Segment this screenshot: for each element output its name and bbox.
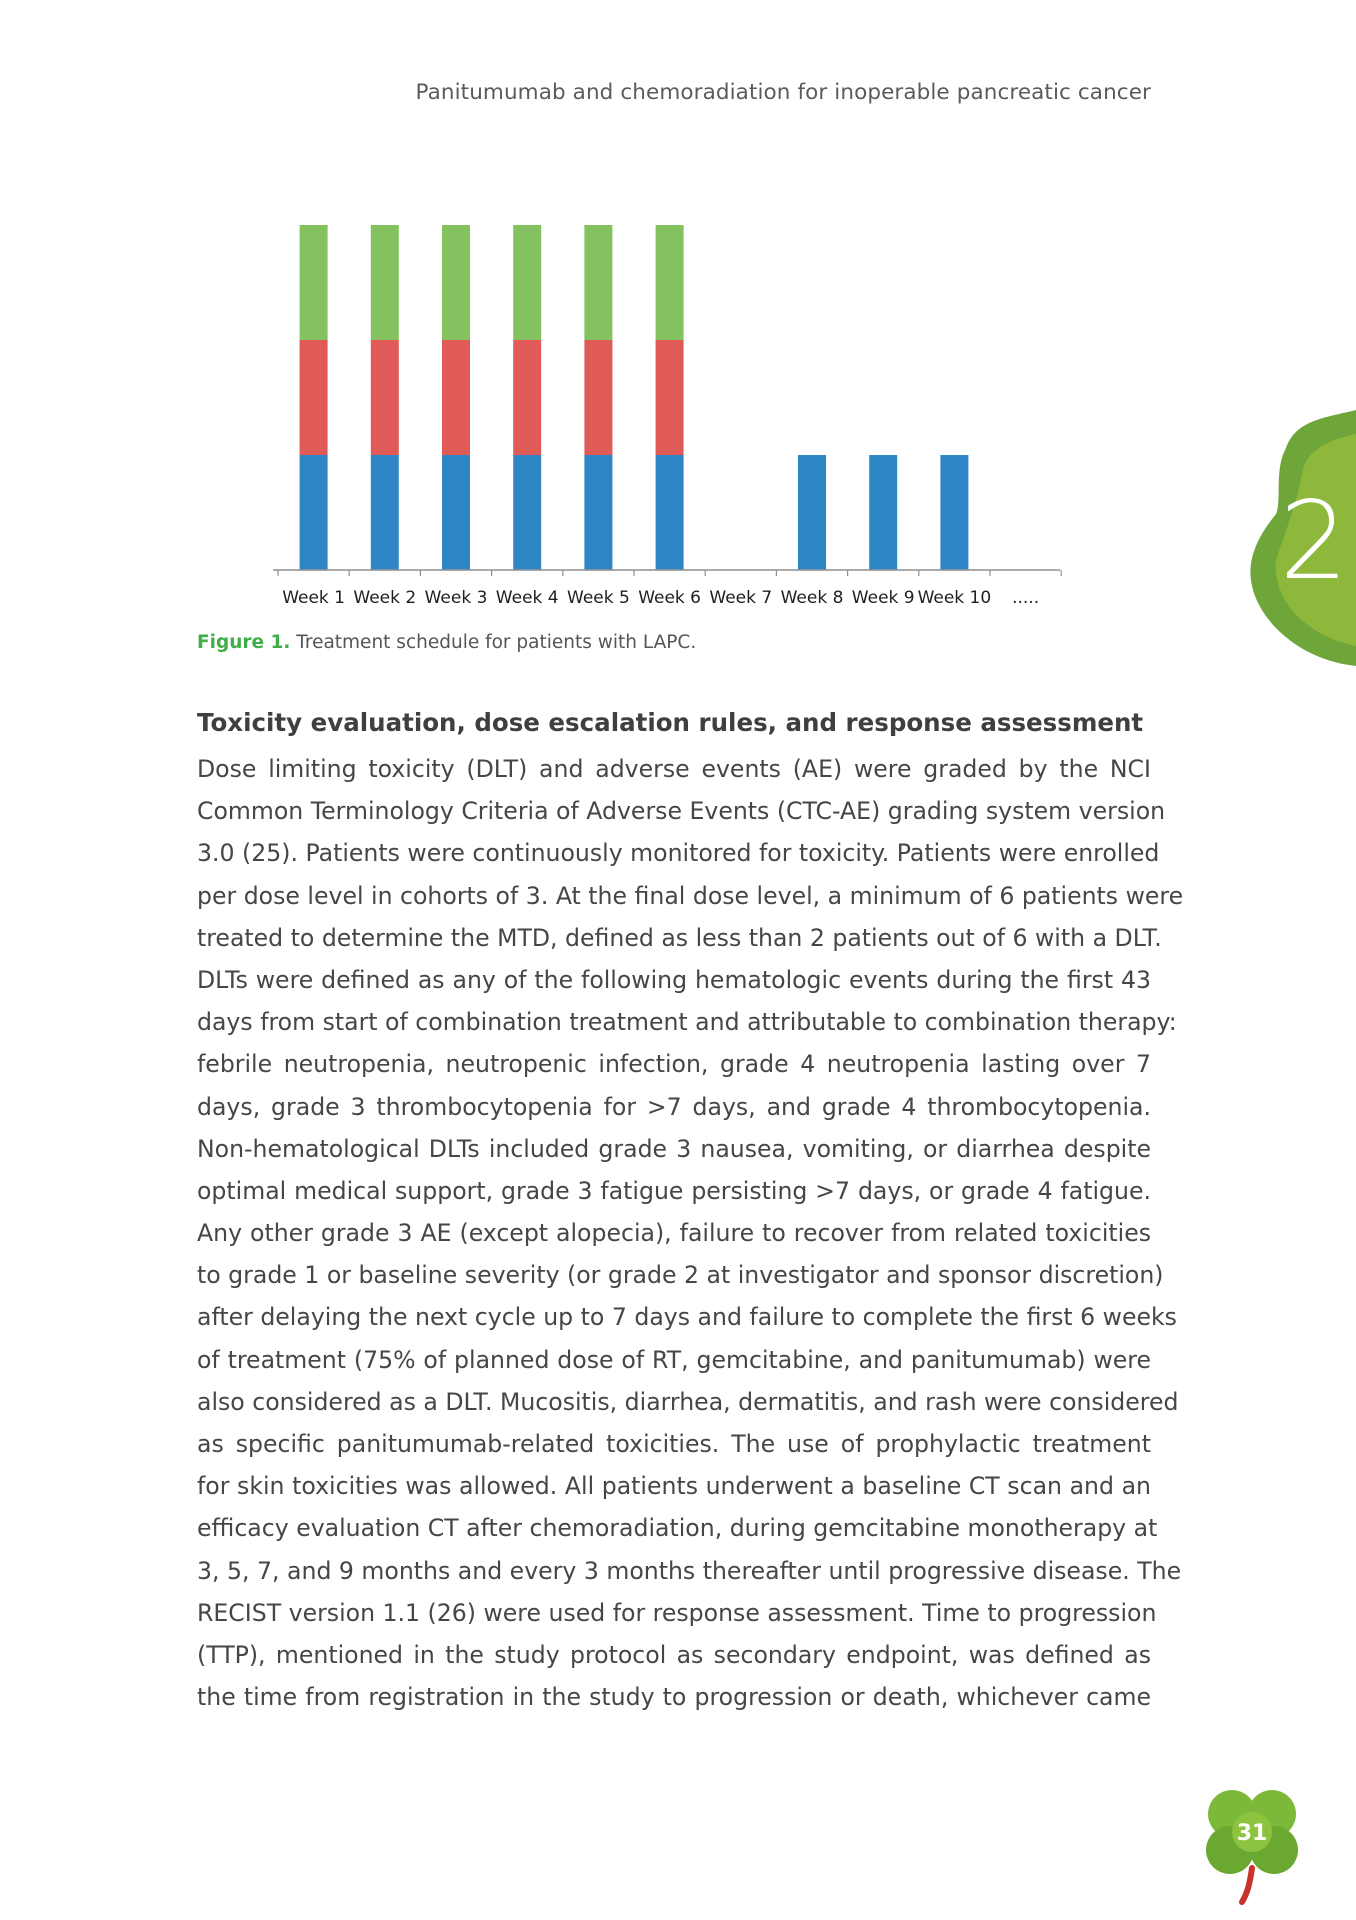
- body-line: Common Terminology Criteria of Adverse Events (CTC-AE) grading system version: [197, 797, 1166, 826]
- x-tick-label: Week 8: [780, 588, 844, 608]
- bar-blue-8: [798, 455, 826, 570]
- bar-blue-2: [371, 455, 399, 570]
- figure-caption: [197, 632, 696, 653]
- bar-green-1: [300, 225, 328, 340]
- body-line: 3.0 (25). Patients were continuously monitored for toxicity. Patients were enrolled: [197, 839, 1160, 868]
- x-tick-label: Week 7: [709, 588, 773, 608]
- body-line: RECIST version 1.1 (26) were used for response assessment. Time to progression: [197, 1598, 1157, 1627]
- body-line: to grade 1 or baseline severity (or grade 2 at investigator and sponsor discretion): [197, 1261, 1164, 1290]
- figure-label: Figure 1.: [197, 632, 291, 653]
- chapter-number: 2: [1279, 479, 1349, 604]
- body-line: days from start of combination treatment and attributable to combination therapy:: [197, 1008, 1177, 1037]
- page-number: 31: [1236, 1821, 1268, 1846]
- body-line: of treatment (75% of planned dose of RT, gemcitabine, and panitumumab) were: [197, 1345, 1151, 1374]
- treatment-schedule-chart: [270, 210, 1070, 620]
- bar-blue-9: [869, 455, 897, 570]
- page-number-badge: [1200, 1784, 1304, 1906]
- bar-red-1: [300, 340, 328, 455]
- bar-green-2: [371, 225, 399, 340]
- figure-caption-text: Treatment schedule for patients with LAPC.: [290, 632, 697, 653]
- body-line: days, grade 3 thrombocytopenia for >7 days, and grade 4 thrombocytopenia.: [197, 1092, 1151, 1121]
- clover-stem: [1242, 1868, 1252, 1902]
- body-line: treated to determine the MTD, defined as less than 2 patients out of 6 with a DLT.: [197, 923, 1162, 952]
- bar-green-3: [442, 225, 470, 340]
- bar-blue-3: [442, 455, 470, 570]
- x-tick-label: Week 3: [424, 588, 488, 608]
- body-line: febrile neutropenia, neutropenic infection, grade 4 neutropenia lasting over 7: [197, 1050, 1151, 1079]
- body-line: for skin toxicities was allowed. All patients underwent a baseline CT scan and an: [197, 1472, 1151, 1501]
- bar-green-5: [584, 225, 612, 340]
- bar-blue-5: [584, 455, 612, 570]
- body-line: (TTP), mentioned in the study protocol as secondary endpoint, was defined as: [197, 1640, 1151, 1669]
- body-line: per dose level in cohorts of 3. At the final dose level, a minimum of 6 patients were: [197, 881, 1184, 910]
- bar-blue-1: [300, 455, 328, 570]
- body-line: as specific panitumumab-related toxicities. The use of prophylactic treatment: [197, 1430, 1151, 1458]
- x-tick-label: Week 5: [567, 588, 630, 608]
- body-line: after delaying the next cycle up to 7 days and failure to complete the first 6 weeks: [197, 1303, 1177, 1332]
- body-line: Dose limiting toxicity (DLT) and adverse events (AE) were graded by the NCI: [197, 755, 1151, 783]
- x-tick-label: Week 10: [917, 588, 992, 608]
- x-tick-label: Week 6: [638, 588, 701, 608]
- chapter-tab: [1236, 410, 1356, 666]
- body-line: also considered as a DLT. Mucositis, diarrhea, dermatitis, and rash were considered: [197, 1387, 1179, 1416]
- bar-red-3: [442, 340, 470, 455]
- section-heading: Toxicity evaluation, dose escalation rules, and response assessment: [197, 708, 1144, 737]
- body-line: the time from registration in the study to progression or death, whichever came: [197, 1683, 1151, 1712]
- bar-green-6: [656, 225, 684, 340]
- bar-red-6: [656, 340, 684, 455]
- bar-red-4: [513, 340, 541, 455]
- bar-blue-6: [656, 455, 684, 570]
- bar-red-2: [371, 340, 399, 455]
- body-line: Non-hematological DLTs included grade 3 nausea, vomiting, or diarrhea despite: [197, 1134, 1151, 1163]
- bar-red-5: [584, 340, 612, 455]
- body-line: DLTs were defined as any of the following hematologic events during the first 43: [197, 965, 1151, 994]
- x-tick-label: Week 2: [353, 588, 417, 608]
- bar-blue-10: [940, 455, 968, 570]
- x-tick-label: Week 1: [282, 588, 345, 608]
- x-tick-label: Week 4: [495, 588, 559, 608]
- body-line: Any other grade 3 AE (except alopecia), failure to recover from related toxicities: [197, 1219, 1151, 1248]
- body-line: 3, 5, 7, and 9 months and every 3 months thereafter until progressive disease. The: [197, 1556, 1182, 1585]
- x-tick-label: Week 9: [851, 588, 915, 608]
- running-header: Panitumumab and chemoradiation for inoperable pancreatic cancer: [415, 80, 1151, 105]
- body-line: optimal medical support, grade 3 fatigue persisting >7 days, or grade 4 fatigue.: [197, 1176, 1151, 1205]
- body-paragraph: [197, 748, 1184, 1718]
- bar-blue-4: [513, 455, 541, 570]
- x-tick-label: .....: [1012, 588, 1040, 608]
- body-line: efficacy evaluation CT after chemoradiation, during gemcitabine monotherapy at: [197, 1514, 1158, 1543]
- bar-green-4: [513, 225, 541, 340]
